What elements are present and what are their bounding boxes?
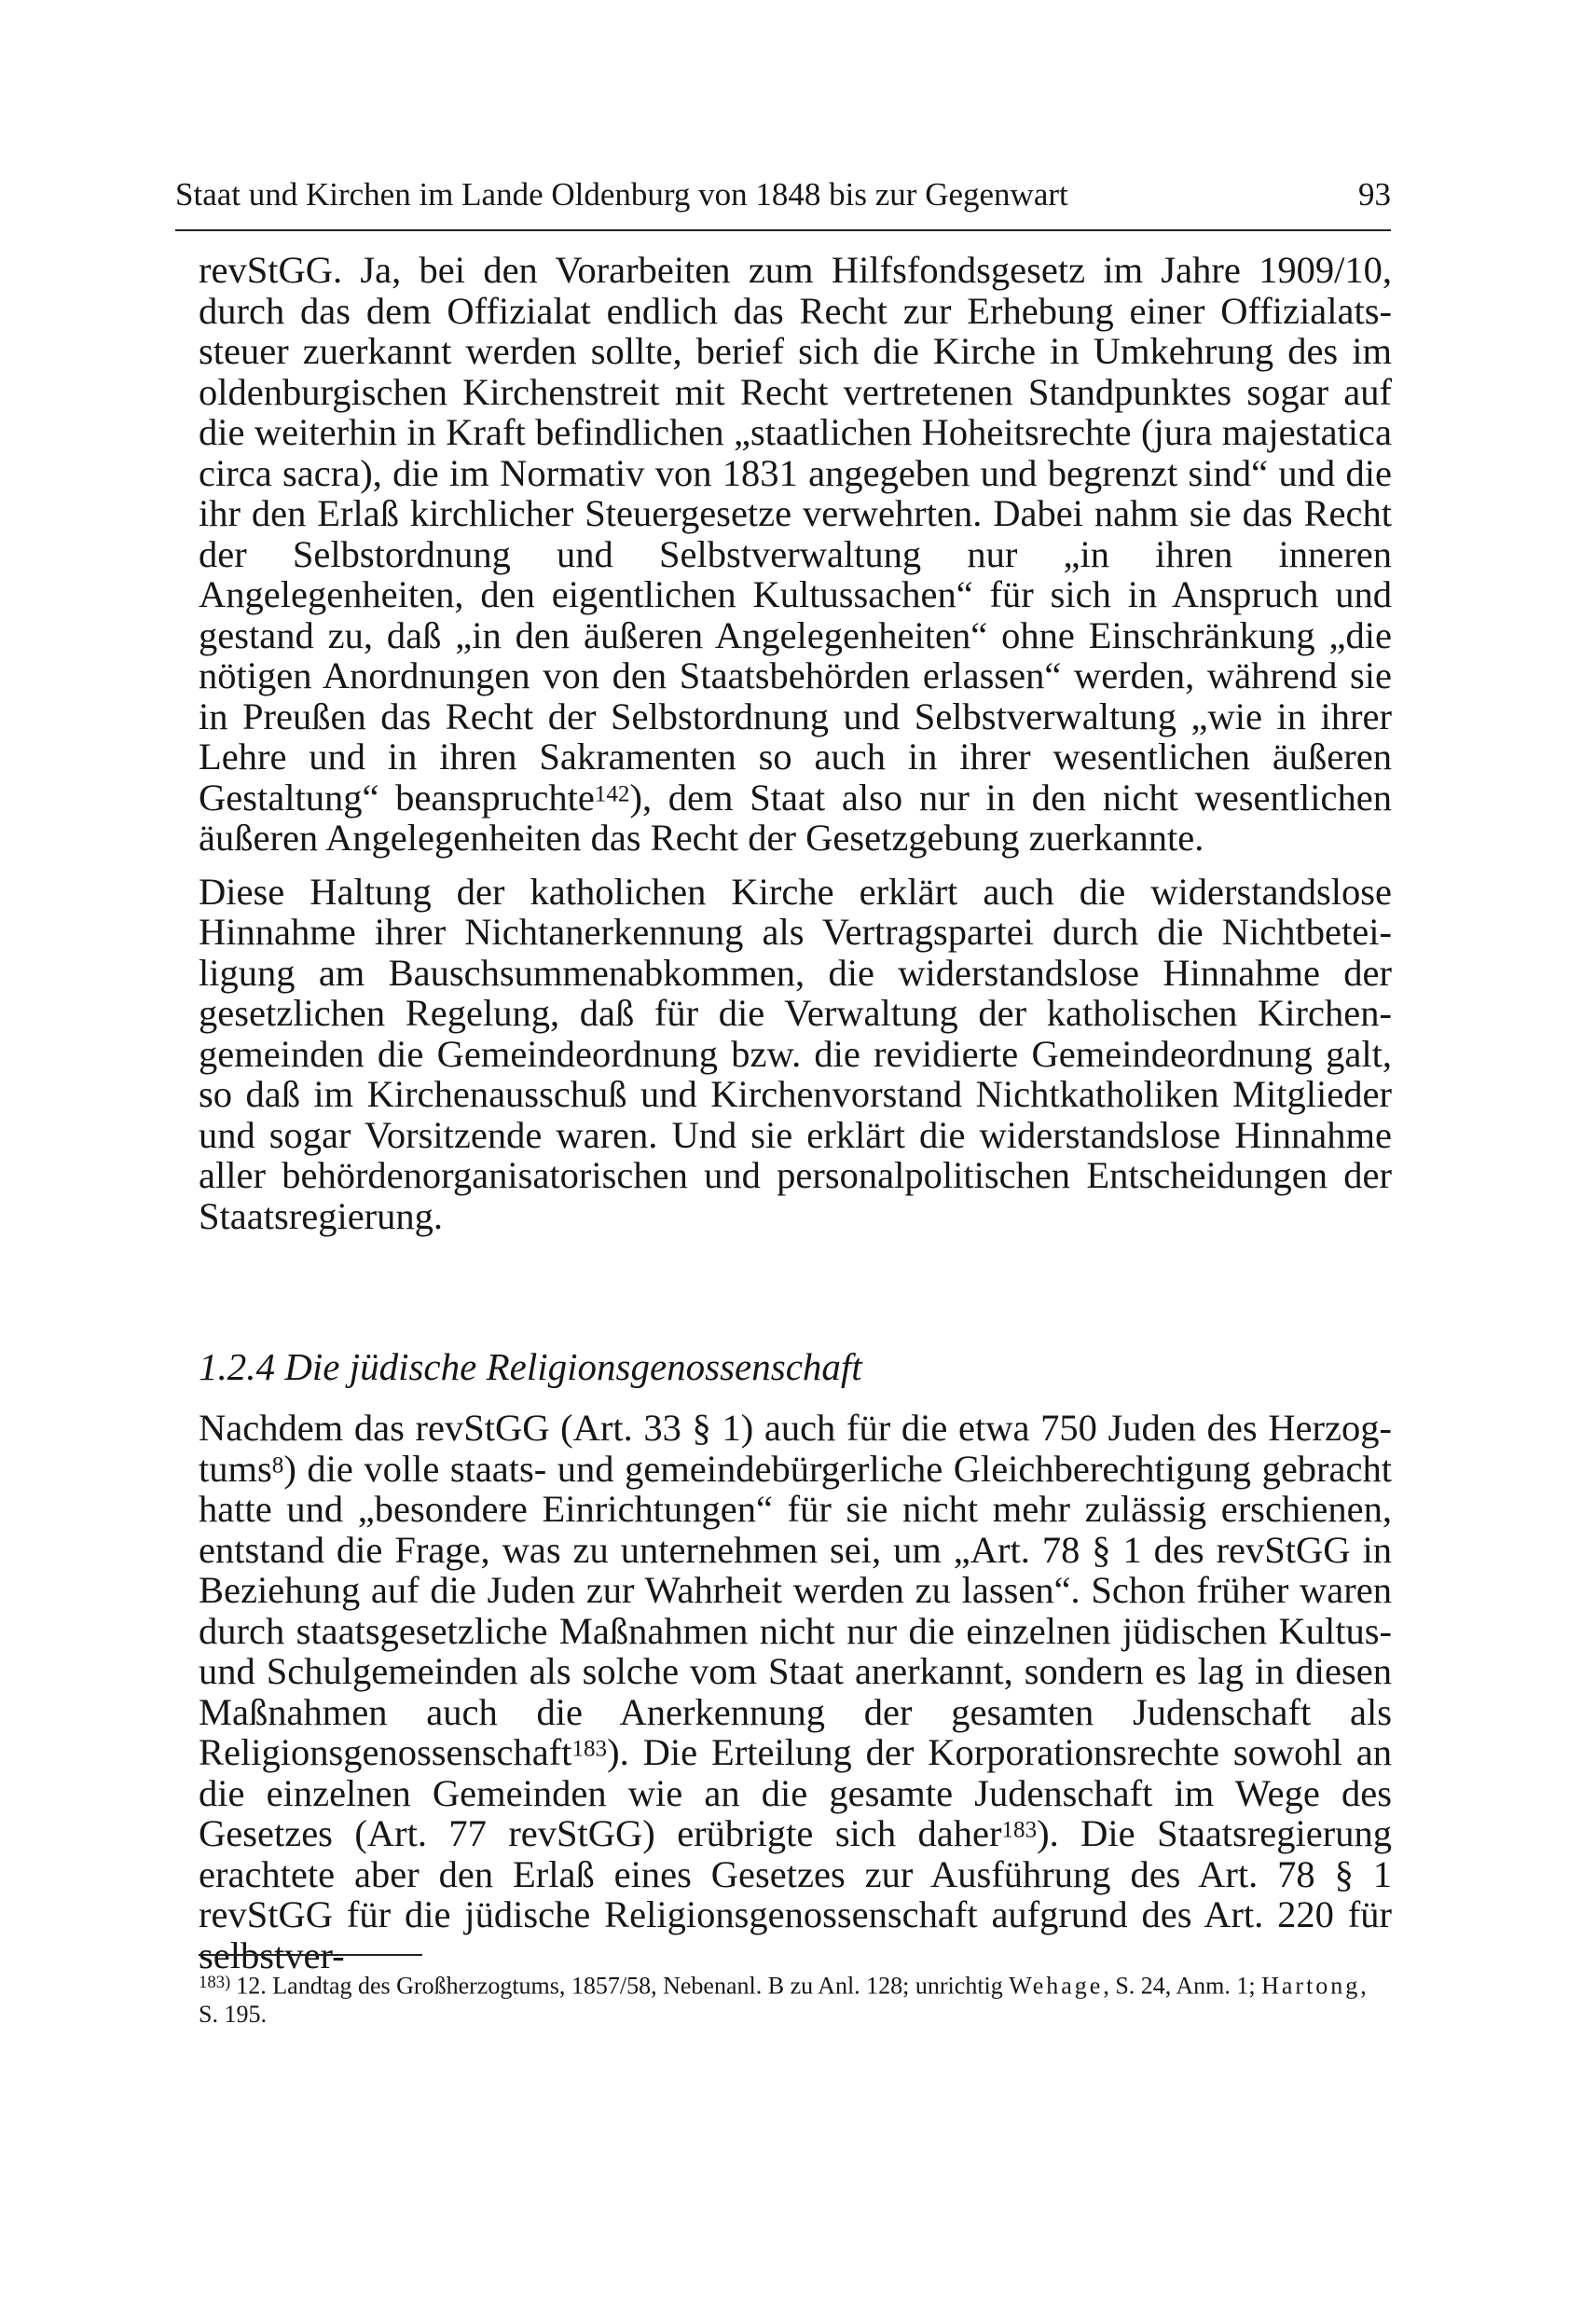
footnote-marker: 183) — [199, 1973, 231, 1992]
footnote-text-b: , S. 24, Anm. 1; — [1103, 1972, 1262, 2000]
footnote-author-hartong: Hartong — [1261, 1972, 1361, 2000]
body-text — [199, 250, 1392, 1236]
footnote-183 — [199, 1969, 1392, 2029]
section-text-c: ). Die Erteilung der Korporationsrechte sowohl an die einzelnen Gemeinden wie an die gesamte Judenschaft im Wege des Gesetzes (Art. 77 revStGG) erübrigte sich daher — [199, 1731, 1392, 1854]
paragraph-2: Diese Haltung der katholichen Kirche erklärt auch die widerstandslose Hinnahme ihrer Nichtanerkennung als Vertragspartei durch die Nichtbeteiligung am Bauschsummenabkommen, die widerstandslose Hinnahme der gesetzlichen Regelung, daß für die Verwaltung der katholischen Kirchengemeinden die Gemeindeordnung bzw. die revidierte Gemeindeordnung galt, so daß im Kirchenausschuß und Kirchenvorstand Nichtkatholiken Mitglieder und sogar Vorsitzende waren. Und sie erklärt die widerstandslose Hinnahme aller behördenorganisatorischen und personalpolitischen Entscheidungen der Staatsregierung. — [199, 870, 1392, 1237]
footnote-rule — [199, 1954, 422, 1956]
section-paragraph — [199, 1408, 1392, 1975]
footnote-ref-183-a: 183 — [571, 1736, 608, 1762]
footnote-author-wehage: Wehage — [1009, 1972, 1104, 2000]
header-rule — [175, 229, 1391, 231]
running-title: Staat und Kirchen im Lande Oldenburg von 1848 bis zur Gegenwart — [175, 176, 1068, 213]
section-body — [199, 1408, 1392, 1975]
section-text-a: Nachdem das revStGG (Art. 33 § 1) auch für die etwa 750 Juden des Herzogtums — [199, 1407, 1392, 1490]
paragraph-1-text-b: ), dem Staat also nur in den nicht wesentlichen äußeren Angelegenheiten das Recht der Gesetzgebung zuerkannte. — [199, 776, 1392, 859]
paragraph-1-text-a: revStGG. Ja, bei den Vorarbeiten zum Hilfsfondsgesetz im Jahre 1909/10, durch das dem Offizialat endlich das Recht zur Erhebung einer Offizialatssteuer zuerkannt werden sollte, berief sich die Kirche in Umkehrung des im oldenburgischen Kirchenstreit mit Recht vertretenen Standpunktes sogar auf die weiterhin in Kraft befindlichen „staatlichen Hoheitsrechte (jura majestatica circa sacra), die im Normativ von 1831 angegeben und begrenzt sind“ und die ihr den Erlaß kirchlicher Steuergesetze verwehrten. Dabei nahm sie das Recht der Selbstordnung und Selbstverwaltung nur „in ihren inneren Angelegenheiten, den eigentlichen Kultussachen“ für sich in Anspruch und gestand zu, daß „in den äußeren Angelegenheiten“ ohne Einschränkung „die nötigen Anordnungen von den Staatsbehörden erlassen“ werden, während sie in Preußen das Recht der Selbstordnung und Selbstverwaltung „wie in ihrer Lehre und in ihren Sakramenten so auch in ihrer wesentlichen äußeren Gestaltung“ beanspruchte — [199, 249, 1392, 819]
section-heading: 1.2.4 Die jüdische Religionsgenossenschaft — [199, 1345, 862, 1388]
footnote-text-a: 12. Landtag des Großherzogtums, 1857/58, Nebenanl. B zu Anl. 128; unrichtig — [236, 1972, 1010, 2000]
page-number: 93 — [1358, 176, 1391, 213]
footnote-ref-183-b: 183 — [1001, 1817, 1038, 1843]
footnote-ref-142: 142 — [594, 780, 630, 806]
running-header — [175, 172, 1391, 217]
section-text-b: ) die volle staats- und gemeindebürgerliche Gleichberechtigung gebracht hatte und „besondere Einrichtungen“ für sie nicht mehr zulässig erschienen, entstand die Frage, was zu unternehmen sei, um „Art. 78 § 1 des revStGG in Beziehung auf die Juden zur Wahrheit werden zu lassen“. Schon früher waren durch staatsgesetzliche Maßnahmen nicht nur die einzelnen jüdischen Kultus- und Schulgemeinden als solche vom Staat anerkannt, sondern es lag in diesen Maßnahmen auch die Anerkennung der gesamten Judenschaft als Religionsgenossenschaft — [199, 1447, 1392, 1773]
footnote-text-c: , S. 195. — [199, 1972, 1367, 2028]
section-text-d: ). Die Staatsregierung erachtete aber den Erlaß eines Gesetzes zur Ausführung des Art. 78 § 1 revStGG für die jüdische Religionsgenossenschaft aufgrund des Art. 220 für selbstver- — [199, 1812, 1392, 1976]
footnote-ref-8: 8 — [271, 1452, 284, 1478]
paragraph-1 — [199, 250, 1392, 859]
